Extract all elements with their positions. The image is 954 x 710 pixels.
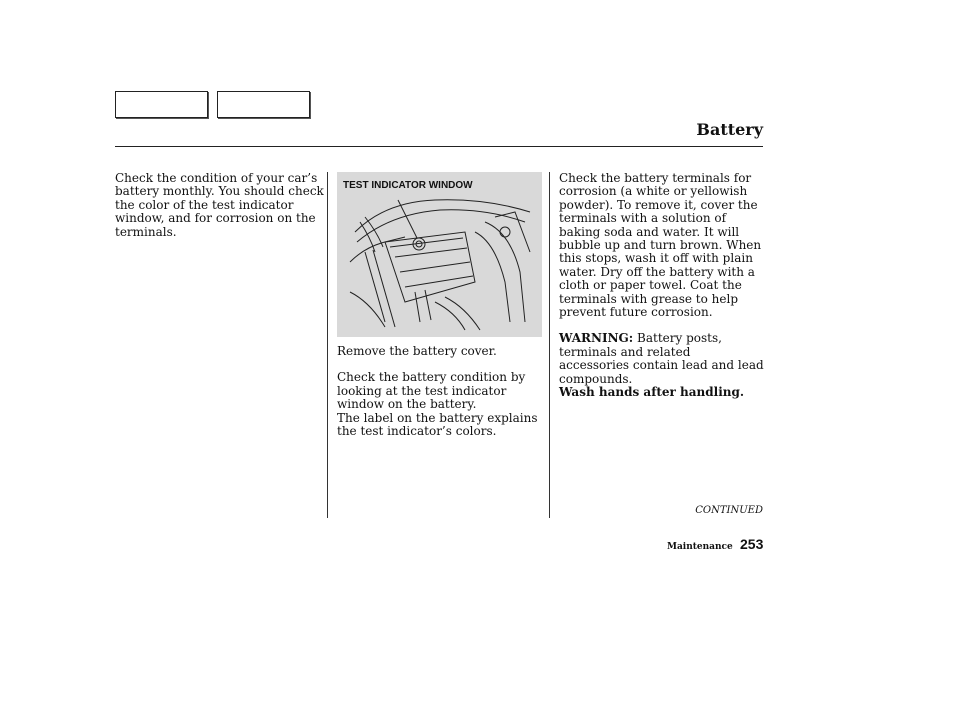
column-2-paragraph-3: The label on the battery explains the test indicator’s colors. <box>337 410 538 439</box>
column-2-paragraph-2: Check the battery condition by looking at the test indicator window on the battery. <box>337 370 526 412</box>
continued-note: CONTINUED <box>695 505 763 516</box>
column-2 <box>337 345 542 451</box>
nav-button-2[interactable] <box>217 91 310 118</box>
column-3 <box>559 172 764 413</box>
warning-text: Battery posts, terminals and related accessories contain lead and lead compounds. <box>559 331 764 386</box>
column-1-paragraph: Check the condition of your car’s battery monthly. You should check the color of the test indicator window, and for corrosion on the terminals. <box>115 171 324 239</box>
title-divider <box>115 146 763 147</box>
figure-label: TEST INDICATOR WINDOW <box>343 180 473 191</box>
warning-emphasis: Wash hands after handling. <box>559 385 745 400</box>
column-divider-2 <box>549 172 550 518</box>
warning-label: WARNING: <box>559 331 634 346</box>
column-1 <box>115 172 325 252</box>
page-title: Battery <box>696 120 763 139</box>
battery-illustration <box>337 172 542 337</box>
warning-paragraph <box>559 332 764 399</box>
column-2-paragraph-1: Remove the battery cover. <box>337 344 497 358</box>
column-3-paragraph: Check the battery terminals for corrosion (a white or yellowish powder). To remove it, cover the terminals with a solution of baking soda and water. It will bubble up and turn brown. When this stops, wash it off with plain water. Dry off the battery with a cloth or paper towel. Coat the terminals with grease to help prevent future corrosion. <box>559 171 762 320</box>
nav-button-1[interactable] <box>115 91 208 118</box>
column-divider-1 <box>327 172 328 518</box>
page-number: 253 <box>740 536 764 552</box>
section-name: Maintenance <box>667 542 733 552</box>
engine-bay-drawing <box>345 192 535 332</box>
